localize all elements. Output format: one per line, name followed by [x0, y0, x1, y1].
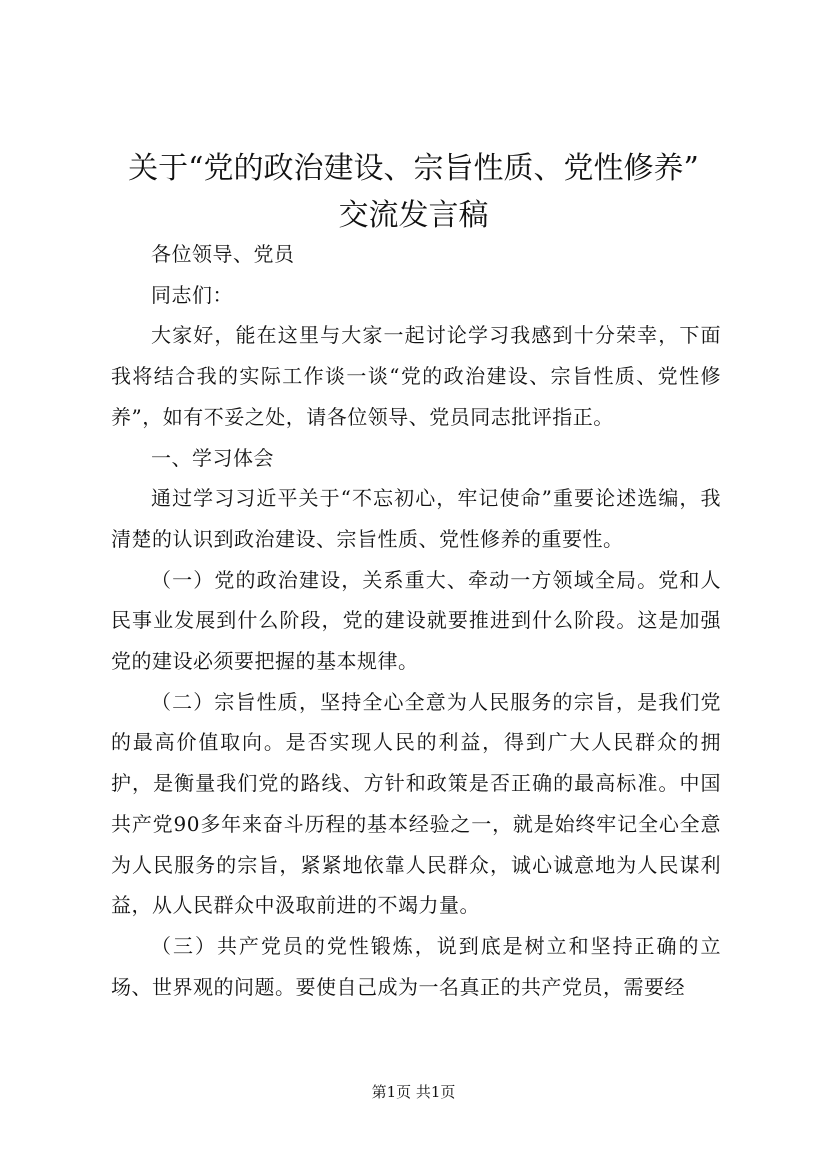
- section-heading-1: 一、学习体会: [151, 445, 274, 470]
- paragraph-point-1: （一）党的政治建设，关系重大、牵动一方领域全局。党和人民事业发展到什么阶段，党的建设就要推进到什么阶段。这是加强党的建设必须要把握的基本规律。: [111, 567, 721, 674]
- document-title-line-1: 关于“党的政治建设、宗旨性质、党性修养”: [128, 151, 699, 186]
- salutation-line-2: 同志们：: [151, 282, 233, 307]
- paragraph-point-2: （二）宗旨性质，坚持全心全意为人民服务的宗旨，是我们党的最高价值取向。是否实现人民的利益，得到广大人民群众的拥护，是衡量我们党的路线、方针和政策是否正确的最高标准。中国共产党90多年来奋斗历程的基本经验之一，就是始终牢记全心全意为人民服务的宗旨，紧紧地依靠人民群众，诚心诚意地为人民谋利益，从人民群众中汲取前进的不竭力量。: [111, 689, 721, 918]
- salutation-line-1: 各位领导、党员: [151, 242, 295, 266]
- document-body: [111, 234, 721, 1007]
- paragraph-point-3: （三）共产党员的党性锻炼，说到底是树立和坚持正确的立场、世界观的问题。要使自己成为一名真正的共产党员，需要经: [111, 933, 721, 999]
- document-title-line-2: 交流发言稿: [338, 198, 489, 233]
- page-footer: 第1页 共1页: [371, 1083, 456, 1101]
- paragraph-study: 通过学习习近平关于“不忘初心，牢记使命”重要论述选编，我清楚的认识到政治建设、宗旨性质、党性修养的重要性。: [111, 486, 721, 551]
- paragraph-opening: 大家好，能在这里与大家一起讨论学习我感到十分荣幸，下面我将结合我的实际工作谈一谈“党的政治建设、宗旨性质、党性修养”，如有不妥之处，请各位领导、党员同志批评指正。: [111, 323, 721, 429]
